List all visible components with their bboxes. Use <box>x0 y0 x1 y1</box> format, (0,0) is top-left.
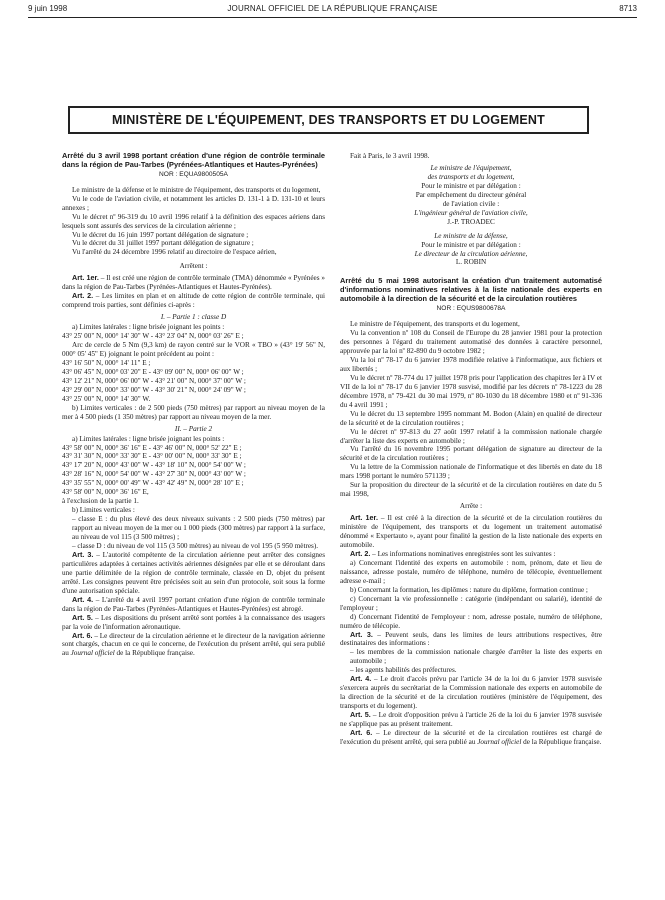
arrete1-arretent: Arrêtent : <box>179 262 208 271</box>
signature-line: L'ingénieur général de l'aviation civile, <box>414 208 528 217</box>
article-text: – Le droit d'opposition prévu à l'article 26 de la loi du 6 janvier 1978 susvisée ne s'applique pas au présent traitement. <box>340 711 603 729</box>
header-page-number: 8713 <box>619 4 637 13</box>
article-text: – Il est créé une région de contrôle terminale (TMA) dénommée « Pyrénées » dans la région de Pau-Tarbes (Pyrénées-Atlantiques et Hautes-Pyrénées). <box>62 274 325 292</box>
page-header <box>28 4 637 18</box>
class-e-limits: – classe E : du plus élevé des deux niveaux suivants : 2 500 pieds (750 mètres) par rapport au niveau moyen de la mer ou 1 000 pieds (300 mètres) par rapport à la surface, au niveau de vol 115 (3 500 mètres) ; <box>72 515 325 542</box>
signature-line: Par empêchement du directeur général <box>415 190 527 199</box>
article2-item: b) Concernant la formation, les diplômes : nature du diplôme, formation continue ; <box>350 585 588 594</box>
partie2-lateral-limits: a) Limites latérales : ligne brisée joignant les points : <box>72 434 225 443</box>
ministry-banner: MINISTÈRE DE L'ÉQUIPEMENT, DES TRANSPORTS ET DU LOGEMENT <box>68 106 589 134</box>
article-label: Art. 6. <box>72 630 93 640</box>
partie1-lateral-limits: a) Limites latérales : ligne brisée joignant les points : <box>72 323 225 332</box>
arrete1-preamble-5: Vu l'arrêté du 24 décembre 1996 relatif au directoire de l'espace aérien, <box>72 248 277 257</box>
article-label: Art. 2. <box>72 291 94 301</box>
arrete2-preamble-3: Vu le décret nº 78-774 du 17 juillet 1978 pris pour l'application des chapitres Ier à IV et VII de la loi nº 78-17 du 6 janvier 1978 susvisé, modifié par les décrets nº 78-1223 du 28 décembre 1978, nº 79-421 du 30 mai 1979, nº 80-1030 du 18 décembre 1980 et nº 91-336 du 4 avril 1991 ; <box>340 373 602 409</box>
arrete1-preamble-4: Vu le décret du 31 juillet 1997 portant délégation de signature ; <box>72 239 254 248</box>
article-label: Art. 1er. <box>350 513 378 523</box>
arrete2-preamble-0: Le ministre de l'équipement, des transports et du logement, <box>350 320 520 329</box>
arrete2-preamble-1: Vu la convention nº 108 du Conseil de l'Europe du 28 janvier 1981 pour la protection des personnes à l'égard du traitement automatisé des données à caractère personnel, approuvée par la loi nº 82-890 du 9 octobre 1982 ; <box>340 329 602 355</box>
arrete1-article-1 <box>62 274 325 292</box>
coordinate-line: 43° 58' 00" N, 000° 36' 16" E - 43° 46' 00" N, 000° 52' 22" E ; <box>62 443 242 452</box>
arrete2-preamble-7: Vu la lettre de la Commission nationale de l'informatique et des libertés en date du 18 mars 1998 portant le numéro 571139 ; <box>340 463 602 481</box>
article-text: – L'autorité compétente de la circulation aérienne peut arrêter des consignes particulières adaptées à certaines activités aériennes désignées par elle et se déroulant dans une partie délimitée de la région de contrôle terminale, classée en D, objet du présent arrêté. Les consignes peuvent être précisées soit au sein d'un protocole, soit sous la forme d'une autorisation spéciale. <box>62 550 325 595</box>
arrete1-article-5 <box>62 614 325 632</box>
article2-item: c) Concernant la vie professionnelle : catégorie (indépendant ou salarié), identité de l'employeur ; <box>340 594 602 612</box>
signature-line: Le ministre de l'équipement, <box>430 163 512 172</box>
partie1-vertical-limits: b) Limites verticales : de 2 500 pieds (750 mètres) par rapport au niveau moyen de la mer à 4 500 pieds (1 350 mètres) par rapport au niveau moyen de la mer. <box>62 403 325 421</box>
article3-item: – les agents habilités des préfectures. <box>350 666 457 675</box>
arrete2-preamble-4: Vu le décret du 13 septembre 1995 nommant M. Bodon (Alain) en qualité de directeur de la sécurité et de la circulation routières ; <box>340 409 602 427</box>
header-journal-title: JOURNAL OFFICIEL DE LA RÉPUBLIQUE FRANÇAISE <box>227 4 438 13</box>
arrete2-preamble-5: Vu le décret nº 97-813 du 27 août 1997 relatif à la commission nationale chargée d'arrêter la liste des experts en automobile ; <box>340 427 602 445</box>
coordinate-line: 43° 17' 20" N, 000° 43' 00" W - 43° 18' 10" N, 000° 54' 00" W ; <box>62 461 246 470</box>
coordinate-line: 43° 25' 00" N, 000° 14' 30" W. <box>62 394 151 403</box>
article-text: – Peuvent seuls, dans les limites de leurs attributions respectives, être destinataires des informations : <box>340 630 602 648</box>
article-text: – Les limites en plan et en altitude de cette région de contrôle terminale, qui comprend trois parties, sont définies ci-après : <box>62 292 325 310</box>
partie2-exclusion: à l'exclusion de la partie 1. <box>62 497 139 506</box>
article-label: Art. 3. <box>350 629 373 639</box>
coordinate-line: 43° 12' 21" N, 000° 06' 00" W - 43° 21' 00" N, 000° 37' 00" W ; <box>62 376 246 385</box>
header-date: 9 juin 1998 <box>28 4 68 13</box>
coordinate-line: 43° 06' 45" N, 000° 03' 20" E - 43° 09' 00" N, 000° 06' 00" W ; <box>62 367 244 376</box>
signature-line: Le directeur de la circulation aérienne, <box>414 249 528 258</box>
article-label: Art. 5. <box>350 710 371 720</box>
arrete1-article-4 <box>62 596 325 614</box>
article-label: Art. 1er. <box>72 273 99 283</box>
signature-line: des transports et du logement, <box>427 172 515 181</box>
header-rule <box>28 17 637 18</box>
article-label: Art. 5. <box>72 612 93 622</box>
arrete1-title: Arrêté du 3 avril 1998 portant création d'une région de contrôle terminale dans la région de Pau-Tarbes (Pyrénées-Atlantiques et Hautes-Pyrénées) <box>62 151 325 169</box>
arrete1-article-3 <box>62 551 325 596</box>
article3-item: – les membres de la commission nationale chargée d'arrêter la liste des experts en automobile ; <box>350 648 602 666</box>
left-column <box>62 152 325 658</box>
arrete2-article-2 <box>340 550 602 559</box>
signature-line: Pour le ministre et par délégation : <box>421 240 521 249</box>
article-text: – L'arrêté du 4 avril 1997 portant création d'une région de contrôle terminale dans la région de Pau-Tarbes (Pyrénées-Atlantiques et Hautes-Pyrénées) est abrogé. <box>62 595 325 613</box>
article-text: – Les dispositions du présent arrêté sont portées à la connaissance des usagers par la voie de l'information aéronautique. <box>62 613 325 631</box>
right-column <box>340 152 602 747</box>
coordinate-line: 43° 28' 16" N, 000° 54' 00" W - 43° 27' 30" N, 000° 43' 00" W ; <box>62 470 246 479</box>
arrete2-article-1 <box>340 514 602 550</box>
coordinate-line: 43° 58' 00" N, 000° 36' 16" E, <box>62 488 149 497</box>
article-label: Art. 4. <box>350 674 372 684</box>
arrete2-arrete: Arrête : <box>459 502 483 511</box>
coordinate-line: 43° 31' 30" N, 000° 33' 30" E - 43° 00' 00" N, 000° 33' 30" E ; <box>62 452 242 461</box>
signature-line: de l'aviation civile : <box>442 199 500 208</box>
arrete2-preamble-8: Sur la proposition du directeur de la sécurité et de la circulation routières en date du 5 mai 1998, <box>340 481 602 499</box>
class-d-limits: – classe D : du niveau de vol 115 (3 500 mètres) au niveau de vol 195 (5 950 mètres). <box>72 541 319 550</box>
article-text: – Le directeur de la sécurité et de la circulation routières est chargé de l'exécution du présent arrêté, qui sera publié au <box>340 729 602 746</box>
signatory-name: J.-P. TROADEC <box>447 217 495 226</box>
article-label: Art. 3. <box>72 549 94 559</box>
arrete1-preamble-0: Le ministre de la défense et le ministre de l'équipement, des transports et du logement, <box>72 185 321 194</box>
arrete2-preamble-2: Vu la loi nº 78-17 du 6 janvier 1978 modifiée relative à l'informatique, aux fichiers et aux libertés ; <box>340 355 602 373</box>
coordinate-line: 43° 29' 00" N, 000° 33' 00" W - 43° 30' 21" N, 000° 24' 09" W ; <box>62 385 246 394</box>
partie2-vertical-limits: b) Limites verticales : <box>72 506 135 515</box>
arrete1-fait: Fait à Paris, le 3 avril 1998. <box>350 152 430 160</box>
coordinate-line: 43° 16' 50" N, 000° 14' 11" E ; <box>62 358 151 367</box>
arrete1-preamble-2: Vu le décret nº 96-319 du 10 avril 1996 relatif à la définition des espaces aériens dans lesquels sont assurés des services de la circulation aérienne ; <box>62 212 325 230</box>
arrete1-article-2 <box>62 292 325 310</box>
article-text-end: de la République française. <box>521 737 602 746</box>
signatory-name: L. ROBIN <box>455 258 487 267</box>
article-text: – Les informations nominatives enregistrées sont les suivantes : <box>370 549 556 558</box>
coordinate-arc: Arc de cercle de 5 Nm (9,3 km) de rayon centré sur le VOR « TBO » (43° 19' 56" N, 000° 05' 45" E) joignant le point précédent au point : <box>62 341 325 358</box>
article-text-end: de la République française. <box>114 649 195 658</box>
article-text: – Le droit d'accès prévu par l'article 34 de la loi du 6 janvier 1978 susvisée s'exercera auprès du secrétariat de la Commission nationale des experts en automobile de la direction de la sécurité et de la circulation routières (ministère de l'équipement, des transports et du logement). <box>340 675 602 711</box>
article-label: Art. 2. <box>350 548 371 558</box>
journal-officiel: Journal officiel <box>70 649 115 658</box>
article-label: Art. 6. <box>350 728 373 737</box>
arrete1-article-6 <box>62 632 325 659</box>
arrete2-nor: NOR : EQUS9800678A <box>436 305 506 313</box>
article-text: – Il est créé à la direction de la sécurité et de la circulation routières du ministère de l'équipement, des transports et du logement un traitement automatisé dénommé « Expertauto », ayant pour finalité la gestion de la liste nationale des experts en automobile. <box>340 514 602 549</box>
article-label: Art. 4. <box>72 594 94 604</box>
coordinate-line: 43° 25' 00" N, 000° 14' 30" W - 43° 23' 04" N, 000° 03' 26" E ; <box>62 332 244 341</box>
arrete2-article-3 <box>340 631 602 649</box>
signature-line: Pour le ministre et par délégation : <box>421 181 521 190</box>
journal-officiel: Journal officiel <box>477 737 522 746</box>
article2-item: a) Concernant l'identité des experts en automobile : nom, prénom, date et lieu de naissance, adresse postale, numéro de téléphone, numéro de télécopie, éventuellement adresse e-mail ; <box>340 558 602 585</box>
partie2-title: II. – Partie 2 <box>174 424 213 433</box>
arrete1-preamble-3: Vu le décret du 16 juin 1997 portant délégation de signature ; <box>72 230 249 239</box>
partie1-title: I. – Partie 1 : classe D <box>160 313 227 322</box>
article2-item: d) Concernant l'identité de l'employeur : nom, adresse postale, numéro de téléphone, numéro de télécopie. <box>340 612 602 630</box>
signature-line: Le ministre de la défense, <box>434 231 508 240</box>
arrete1-preamble-1: Vu le code de l'aviation civile, et notamment les articles D. 131-1 à D. 131-10 et leurs annexes ; <box>62 194 325 212</box>
arrete2-article-5 <box>340 711 602 729</box>
arrete2-article-4 <box>340 675 602 711</box>
arrete2-title: Arrêté du 5 mai 1998 autorisant la création d'un traitement automatisé d'informations nominatives relatives à la liste nationale des experts en automobile à la direction de la sécurité et de la circulation routières <box>340 276 602 304</box>
arrete1-nor: NOR : EQUA9800505A <box>159 170 228 178</box>
coordinate-line: 43° 35' 55" N, 000° 00' 49" W - 43° 42' 49" N, 000° 28' 10" E ; <box>62 479 244 488</box>
arrete2-article-6 <box>340 729 602 747</box>
arrete2-preamble-6: Vu l'arrêté du 16 novembre 1995 portant délégation de signature au directeur de la sécurité et de la circulation routières ; <box>340 445 602 463</box>
article-text: – Le directeur de la circulation aérienne et le directeur de la navigation aérienne sont chargés, chacun en ce qui le concerne, de l'exécution du présent arrêté, qui sera publié au <box>62 631 325 658</box>
